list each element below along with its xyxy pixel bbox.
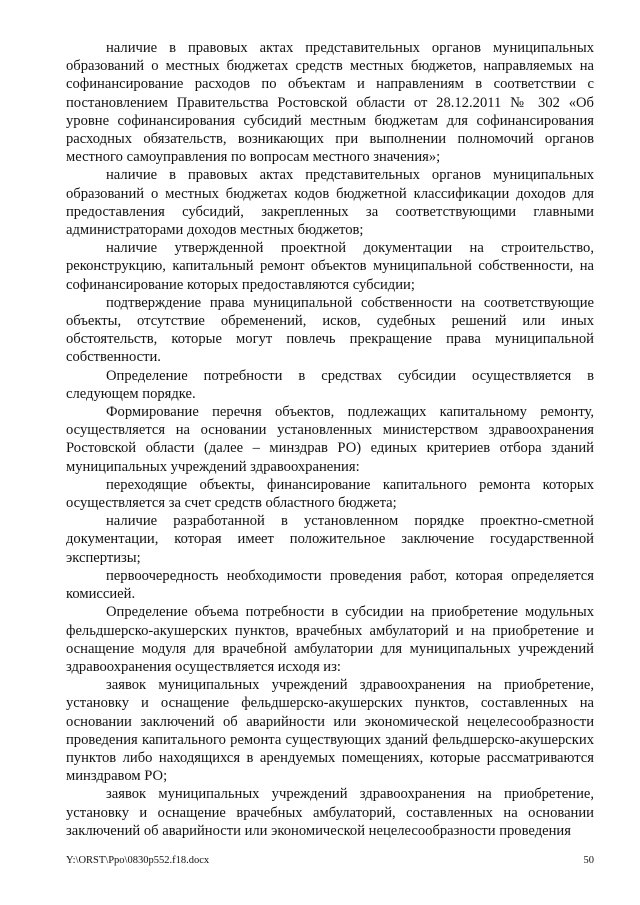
paragraph: наличие разработанной в установленном порядке проектно-сметной документации, которая имеет положительное заключение государственной экспертизы; — [66, 513, 594, 566]
file-path: Y:\ORST\Ppo\0830p552.f18.docx — [66, 855, 210, 866]
paragraph: Формирование перечня объектов, подлежащих капитальному ремонту, осуществляется на основании установленных министерством здравоохранения Ростовской области (далее – минздрав РО) единых критериев отбора зданий муниципальных учреждений здравоохранения: — [66, 404, 594, 475]
document-body — [66, 39, 594, 840]
paragraph: наличие утвержденной проектной документации на строительство, реконструкцию, капитальный ремонт объектов муниципальной собственности, на софинансирование которых предоставляются субсидии; — [66, 240, 594, 293]
paragraph: заявок муниципальных учреждений здравоохранения на приобретение, установку и оснащение фельдшерско-акушерских пунктов, составленных на основании заключений об аварийности или экономической нецелесообразности проведения капитального ремонта существующих зданий фельдшерско-акушерских пунктов либо находящихся в арендуемых помещениях, которые рассматриваются минздравом РО; — [66, 677, 594, 785]
paragraph: наличие в правовых актах представительных органов муниципальных образований о местных бюджетах кодов бюджетной классификации доходов для предоставления субсидий, закрепленных за соответствующими главными администраторами доходов местных бюджетов; — [66, 167, 594, 239]
paragraph: Определение объема потребности в субсидии на приобретение модульных фельдшерско-акушерских пунктов, врачебных амбулаторий и на приобретение и оснащение модуля для врачебной амбулатории для муниципальных учреждений здравоохранения осуществляется исходя из: — [66, 604, 594, 675]
paragraph: Определение потребности в средствах субсидии осуществляется в следующем порядке. — [66, 367, 594, 402]
page-footer — [66, 855, 594, 867]
paragraph: наличие в правовых актах представительных органов муниципальных образований о местных бюджетах средств местных бюджетов, направляемых на софинансирование расходов по объектам и направлениям в соответствии с постановлением Правительства Ростовской области от 28.12.2011 № 302 «Об уровне софинансирования субсидий местным бюджетам для софинансирования расходных обязательств, возникающих при выполнении полномочий органов местного самоуправления по вопросам местного значения»; — [66, 40, 594, 166]
paragraph: подтверждение права муниципальной собственности на соответствующие объекты, отсутствие обременений, исков, судебных решений или иных обстоятельств, которые могут повлечь прекращение права муниципальной собственности. — [66, 294, 594, 366]
paragraph: первоочередность необходимости проведения работ, которая определяется комиссией. — [66, 567, 594, 603]
page-number: 50 — [583, 855, 594, 866]
paragraph: заявок муниципальных учреждений здравоохранения на приобретение, установку и оснащение врачебных амбулаторий, составленных на основании заключений об аварийности или экономической нецелесообразности проведения — [66, 786, 594, 839]
paragraph: переходящие объекты, финансирование капитального ремонта которых осуществляется за счет средств областного бюджета; — [66, 476, 594, 512]
